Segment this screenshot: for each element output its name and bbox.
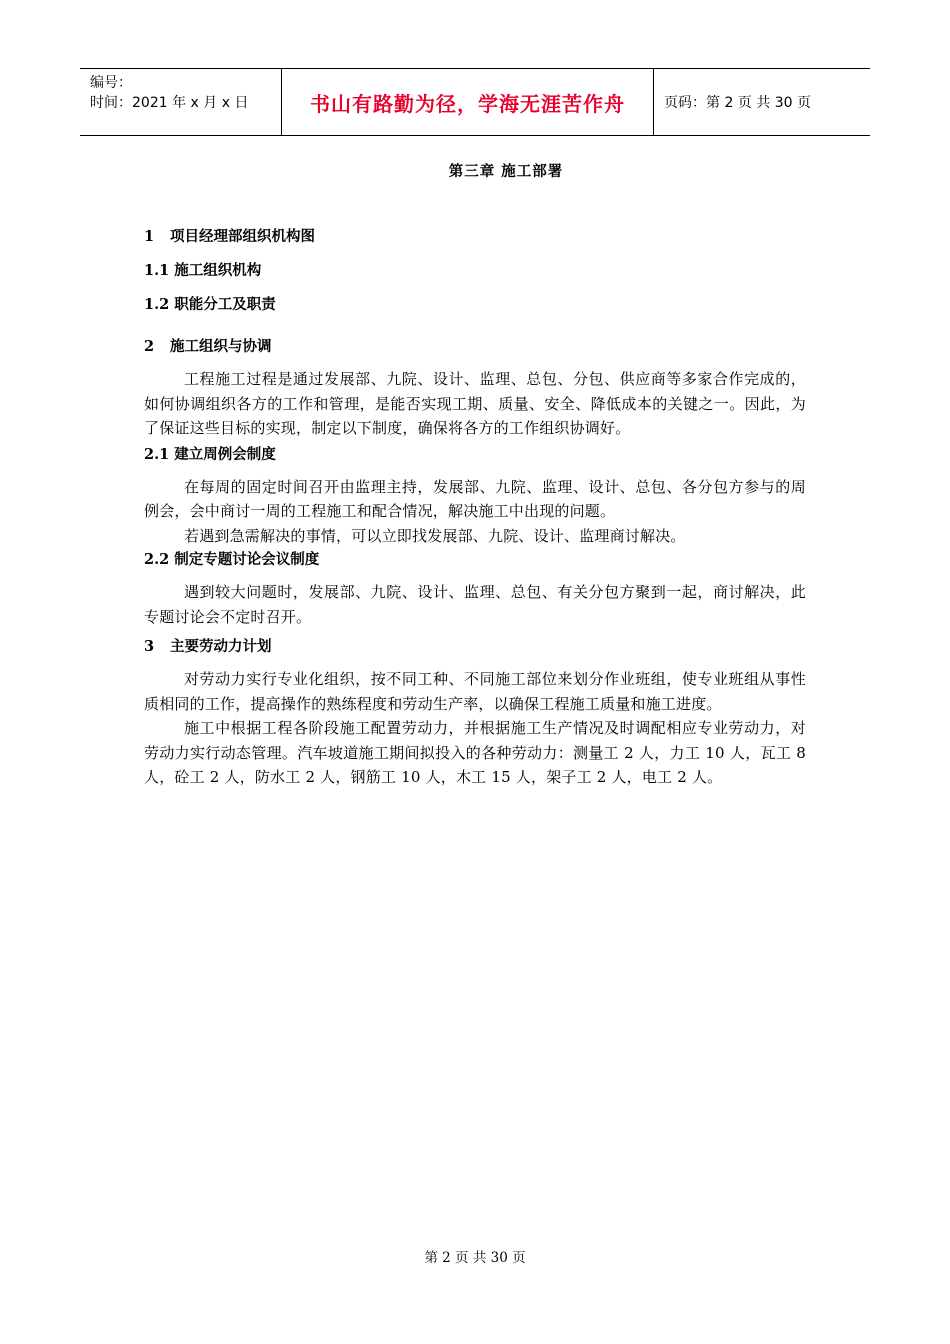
header-motto: 书山有路勤为径，学海无涯苦作舟 bbox=[310, 91, 625, 116]
section-2-2-heading: 2.2 制定专题讨论会议制度 bbox=[144, 551, 320, 568]
section-2-1-paragraph-2: 若遇到急需解决的事情，可以立即找发展部、九院、设计、监理商讨解决。 bbox=[184, 526, 686, 545]
chapter-title: 第三章 施工部署 bbox=[448, 163, 564, 180]
section-2-heading: 2 施工组织与协调 bbox=[144, 338, 272, 355]
section-2-2-paragraph: 遇到较大问题时，发展部、九院、设计、监理、总包、有关分包方聚到一起，商讨解决，此专题讨论会不定时召开。 bbox=[144, 583, 806, 626]
section-2-1-paragraph-1: 在每周的固定时间召开由监理主持，发展部、九院、监理、设计、总包、各分包方参与的周例会，会中商讨一周的工程施工和配合情况，解决施工中出现的问题。 bbox=[144, 477, 806, 520]
page-footer: 第 2 页 共 30 页 bbox=[424, 1250, 526, 1266]
header-motto-cell bbox=[281, 69, 654, 135]
section-1-1-heading: 1.1 施工组织机构 bbox=[144, 262, 262, 279]
document-body bbox=[144, 160, 806, 790]
section-2-paragraph: 工程施工过程是通过发展部、九院、设计、监理、总包、分包、供应商等多家合作完成的，如何协调组织各方的工作和管理，是能否实现工期、质量、安全、降低成本的关键之一。因此，为了保证这些目标的实现，制定以下制度，确保将各方的工作组织协调好。 bbox=[144, 370, 806, 437]
section-3-paragraph-1: 对劳动力实行专业化组织，按不同工种、不同施工部位来划分作业班组，使专业班组从事性质相同的工作，提高操作的熟练程度和劳动生产率，以确保工程施工质量和施工进度。 bbox=[144, 670, 806, 713]
header-meta bbox=[80, 69, 281, 135]
document-number-label: 编号： bbox=[90, 75, 132, 91]
section-3-heading: 3 主要劳动力计划 bbox=[144, 638, 272, 655]
document-time-label: 时间：2021 年 x 月 x 日 bbox=[90, 95, 249, 111]
header-page-info: 页码：第 2 页 共 30 页 bbox=[664, 95, 811, 111]
section-1-2-heading: 1.2 职能分工及职责 bbox=[144, 296, 276, 313]
page-header bbox=[80, 68, 870, 136]
section-1-heading: 1 项目经理部组织机构图 bbox=[144, 228, 315, 245]
section-2-1-heading: 2.1 建立周例会制度 bbox=[144, 445, 276, 463]
section-3-paragraph-2: 施工中根据工程各阶段施工配置劳动力，并根据施工生产情况及时调配相应专业劳动力，对劳动力实行动态管理。汽车坡道施工期间拟投入的各种劳动力：测量工 2 人，力工 10 人，瓦工 8 人，砼工 2 人，防水工 2 人，钢筋工 10 人，木工 15 人，架子工 2 人，电工 2 人。 bbox=[144, 719, 806, 786]
